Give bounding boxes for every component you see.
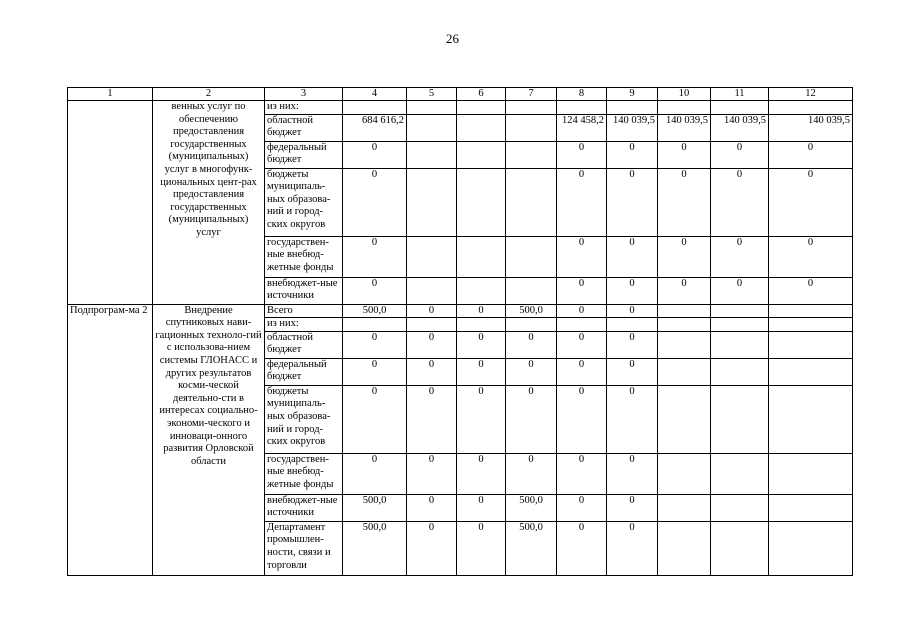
value-cell: 0 [607, 141, 658, 168]
value-cell: 0 [407, 521, 457, 575]
value-cell: 140 039,5 [769, 114, 853, 141]
value-cell: 0 [769, 277, 853, 304]
value-cell [769, 331, 853, 358]
value-cell: 0 [658, 168, 711, 236]
column-header-8: 8 [557, 88, 607, 101]
value-cell: 500,0 [343, 521, 407, 575]
value-cell [407, 168, 457, 236]
value-cell [769, 358, 853, 385]
value-cell [407, 318, 457, 332]
value-cell: 500,0 [506, 304, 557, 318]
funding-source-cell: бюджеты муниципаль-ных образова-ний и город-ских округов [265, 385, 343, 453]
value-cell: 0 [343, 168, 407, 236]
value-cell: 500,0 [506, 521, 557, 575]
subprogram-cell: Подпрограм-ма 2 [68, 304, 153, 575]
value-cell: 0 [407, 331, 457, 358]
value-cell [343, 318, 407, 332]
value-cell: 0 [607, 304, 658, 318]
funding-source-cell: областной бюджет [265, 114, 343, 141]
value-cell [658, 101, 711, 115]
value-cell [769, 521, 853, 575]
value-cell [506, 277, 557, 304]
value-cell [557, 318, 607, 332]
value-cell [506, 168, 557, 236]
value-cell: 0 [658, 141, 711, 168]
value-cell: 0 [457, 385, 506, 453]
value-cell [769, 494, 853, 521]
column-header-3: 3 [265, 88, 343, 101]
value-cell: 0 [607, 331, 658, 358]
value-cell: 0 [457, 494, 506, 521]
value-cell [506, 318, 557, 332]
value-cell [407, 141, 457, 168]
value-cell: 0 [457, 304, 506, 318]
value-cell [711, 101, 769, 115]
value-cell: 0 [557, 304, 607, 318]
column-header-12: 12 [769, 88, 853, 101]
value-cell: 500,0 [506, 494, 557, 521]
value-cell: 0 [457, 358, 506, 385]
value-cell: 0 [407, 453, 457, 494]
value-cell [457, 318, 506, 332]
value-cell [407, 114, 457, 141]
funding-source-cell: Всего [265, 304, 343, 318]
column-header-6: 6 [457, 88, 506, 101]
funding-source-cell: областной бюджет [265, 331, 343, 358]
value-cell [769, 385, 853, 453]
value-cell [457, 168, 506, 236]
value-cell [711, 331, 769, 358]
value-cell [658, 521, 711, 575]
value-cell: 0 [557, 358, 607, 385]
value-cell [407, 236, 457, 277]
funding-source-cell: из них: [265, 101, 343, 115]
value-cell: 0 [769, 168, 853, 236]
column-header-9: 9 [607, 88, 658, 101]
subprogram-cell [68, 101, 153, 305]
value-cell: 0 [557, 236, 607, 277]
value-cell: 0 [506, 331, 557, 358]
value-cell [407, 277, 457, 304]
column-header-5: 5 [407, 88, 457, 101]
funding-source-cell: из них: [265, 318, 343, 332]
value-cell: 0 [343, 453, 407, 494]
funding-source-cell: внебюджет-ные источники [265, 277, 343, 304]
value-cell [711, 494, 769, 521]
funding-source-cell: федеральный бюджет [265, 141, 343, 168]
value-cell: 500,0 [343, 494, 407, 521]
value-cell: 684 616,2 [343, 114, 407, 141]
column-header-7: 7 [506, 88, 557, 101]
value-cell [769, 101, 853, 115]
value-cell [658, 331, 711, 358]
value-cell [607, 318, 658, 332]
column-header-1: 1 [68, 88, 153, 101]
value-cell [457, 114, 506, 141]
value-cell: 0 [457, 453, 506, 494]
value-cell [769, 453, 853, 494]
value-cell: 140 039,5 [658, 114, 711, 141]
value-cell: 0 [711, 141, 769, 168]
value-cell [769, 318, 853, 332]
value-cell: 0 [557, 331, 607, 358]
value-cell [457, 236, 506, 277]
value-cell [457, 277, 506, 304]
value-cell: 0 [557, 168, 607, 236]
value-cell: 0 [769, 141, 853, 168]
table-row [68, 101, 853, 115]
value-cell: 0 [607, 168, 658, 236]
value-cell [711, 385, 769, 453]
column-header-2: 2 [153, 88, 265, 101]
value-cell: 0 [506, 358, 557, 385]
funding-source-cell: бюджеты муниципаль-ных образова-ний и город-ских округов [265, 168, 343, 236]
value-cell: 140 039,5 [711, 114, 769, 141]
value-cell [506, 101, 557, 115]
value-cell: 0 [457, 521, 506, 575]
value-cell: 0 [506, 453, 557, 494]
value-cell: 0 [607, 236, 658, 277]
value-cell: 124 458,2 [557, 114, 607, 141]
value-cell: 0 [557, 453, 607, 494]
value-cell [711, 521, 769, 575]
page-number: 26 [446, 31, 459, 46]
value-cell [557, 101, 607, 115]
value-cell: 0 [711, 168, 769, 236]
value-cell: 0 [607, 453, 658, 494]
value-cell [658, 358, 711, 385]
value-cell: 0 [557, 521, 607, 575]
value-cell: 0 [343, 331, 407, 358]
value-cell: 0 [557, 494, 607, 521]
description-cell: Внедрение спутниковых нави-гационных техноло-гий с использова-нием системы ГЛОНАСС и других результатов косми-ческой деятельно-сти в интересах социально-экономи-ческого и инноваци-онного развития Орловской области [153, 304, 265, 575]
value-cell [343, 101, 407, 115]
value-cell: 0 [658, 277, 711, 304]
value-cell [457, 101, 506, 115]
value-cell: 0 [658, 236, 711, 277]
description-cell: венных услуг по обеспечению предоставления государственных (муниципальных) услуг в многофунк-циональных цент-рах предоставления государственных (муниципальных) услуг [153, 101, 265, 305]
funding-source-cell: внебюджет-ные источники [265, 494, 343, 521]
value-cell: 500,0 [343, 304, 407, 318]
value-cell [711, 318, 769, 332]
column-header-11: 11 [711, 88, 769, 101]
value-cell [506, 141, 557, 168]
funding-source-cell: Департамент промышлен-ности, связи и торговли [265, 521, 343, 575]
value-cell [711, 304, 769, 318]
funding-source-cell: государствен-ные внебюд-жетные фонды [265, 453, 343, 494]
budget-table [67, 87, 853, 576]
value-cell: 0 [557, 385, 607, 453]
value-cell [607, 101, 658, 115]
value-cell [658, 304, 711, 318]
column-header-10: 10 [658, 88, 711, 101]
value-cell: 0 [407, 385, 457, 453]
column-header-row [68, 88, 853, 101]
value-cell: 0 [711, 277, 769, 304]
value-cell: 0 [607, 358, 658, 385]
value-cell: 0 [343, 236, 407, 277]
value-cell: 0 [343, 358, 407, 385]
value-cell: 0 [407, 494, 457, 521]
value-cell [457, 141, 506, 168]
value-cell [711, 358, 769, 385]
value-cell [658, 385, 711, 453]
value-cell: 0 [711, 236, 769, 277]
value-cell [658, 494, 711, 521]
column-header-4: 4 [343, 88, 407, 101]
table-row [68, 304, 853, 318]
value-cell: 0 [407, 304, 457, 318]
value-cell [769, 304, 853, 318]
value-cell: 0 [343, 277, 407, 304]
value-cell [658, 453, 711, 494]
value-cell [506, 114, 557, 141]
value-cell: 0 [607, 521, 658, 575]
value-cell: 0 [557, 141, 607, 168]
value-cell: 0 [607, 385, 658, 453]
funding-source-cell: государствен-ные внебюд-жетные фонды [265, 236, 343, 277]
value-cell: 0 [506, 385, 557, 453]
value-cell: 0 [457, 331, 506, 358]
value-cell: 0 [607, 277, 658, 304]
value-cell: 0 [607, 494, 658, 521]
value-cell: 0 [769, 236, 853, 277]
value-cell: 140 039,5 [607, 114, 658, 141]
value-cell: 0 [557, 277, 607, 304]
value-cell: 0 [407, 358, 457, 385]
funding-source-cell: федеральный бюджет [265, 358, 343, 385]
value-cell: 0 [343, 141, 407, 168]
value-cell [711, 453, 769, 494]
value-cell [506, 236, 557, 277]
value-cell [658, 318, 711, 332]
value-cell [407, 101, 457, 115]
value-cell: 0 [343, 385, 407, 453]
